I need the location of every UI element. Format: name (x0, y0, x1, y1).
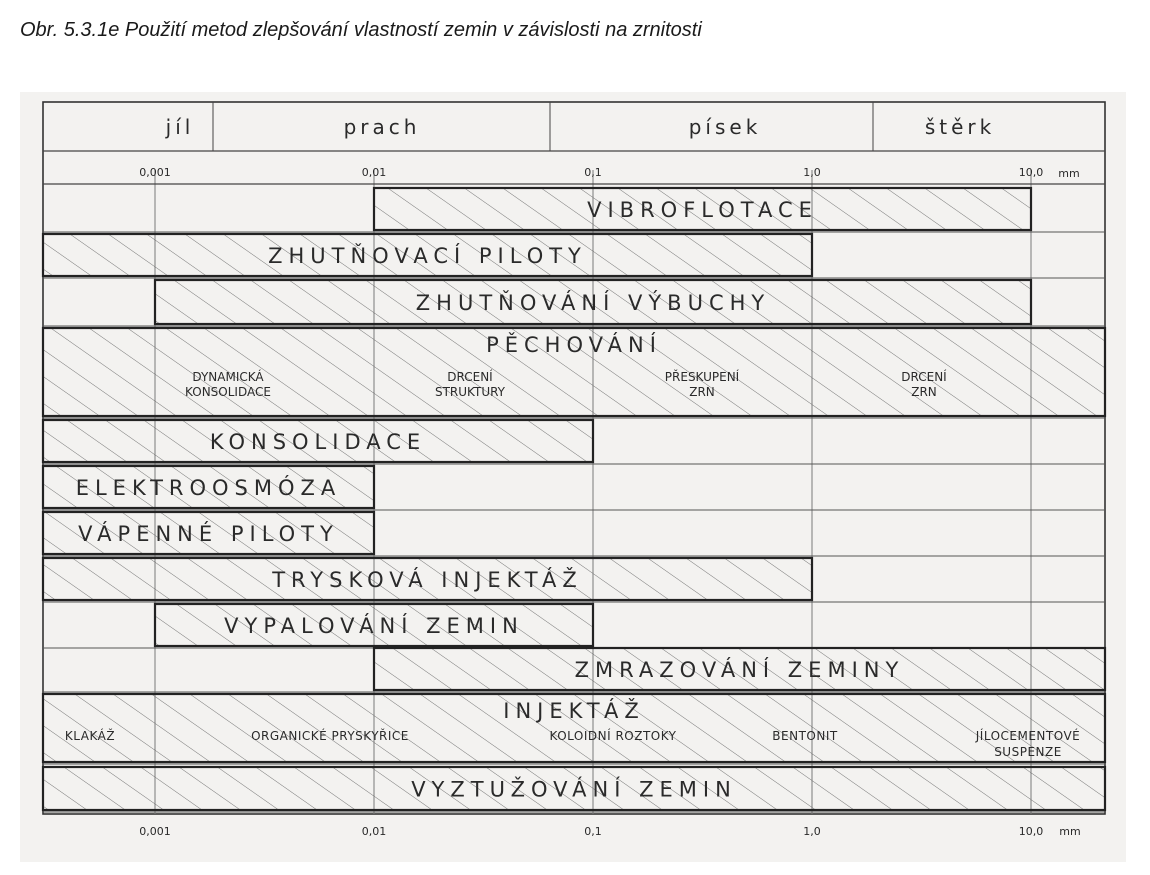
injektaz-sublabel: KOLOIDNÍ ROZTOKY (549, 729, 677, 743)
pechovani-sublabel: KONSOLIDACE (185, 385, 271, 399)
method-label: VYPALOVÁNÍ ZEMIN (224, 614, 524, 638)
diagram-sheet (20, 92, 1126, 862)
scale-unit-bottom: mm (1059, 825, 1081, 838)
pechovani-sublabel: DYNAMICKÁ (192, 370, 264, 384)
pechovani-sublabel: DRCENÍ (447, 370, 493, 384)
method-label: ZMRAZOVÁNÍ ZEMINY (574, 658, 905, 682)
fraction-label: štěrk (924, 115, 996, 139)
method-label: ZHUTŇOVÁNÍ VÝBUCHY (415, 291, 771, 315)
fraction-label: prach (343, 115, 421, 139)
method-label: VÁPENNÉ PILOTY (78, 522, 339, 546)
scale-tick-bottom: 0,01 (361, 825, 387, 838)
method-label: KONSOLIDACE (209, 430, 427, 454)
method-label: ZHUTŇOVACÍ PILOTY (268, 244, 587, 268)
pechovani-sublabel: ZRN (689, 385, 715, 399)
injektaz-sublabel: KLAKÁŽ (64, 729, 116, 743)
injektaz-sublabel: JÍLOCEMENTOVÉ (975, 729, 1081, 743)
scale-tick-top: 0,001 (139, 166, 171, 179)
figure-caption: Obr. 5.3.1e Použití metod zlepšování vlastností zemin v závislosti na zrnitosti (20, 19, 702, 41)
pechovani-sublabel: DRCENÍ (901, 370, 947, 384)
injektaz-sublabel: BENTONIT (772, 729, 838, 743)
scale-tick-top: 10,0 (1018, 166, 1044, 179)
injektaz-sublabel: SUSPENZE (994, 745, 1062, 759)
method-label: TRYSKOVÁ INJEKTÁŽ (272, 568, 583, 592)
scale-tick-bottom: 1,0 (803, 825, 821, 838)
scale-unit-top: mm (1058, 167, 1080, 180)
method-label: ELEKTROOSMÓZA (75, 476, 342, 500)
fraction-label: jíl (165, 115, 195, 139)
method-label: PĚCHOVÁNÍ (486, 333, 662, 357)
scale-tick-top: 0,01 (361, 166, 387, 179)
scale-tick-bottom: 0,001 (139, 825, 171, 838)
scale-tick-top: 1,0 (803, 166, 821, 179)
pechovani-sublabel: PŘESKUPENÍ (664, 370, 740, 384)
method-label: INJEKTÁŽ (503, 699, 645, 723)
scale-tick-bottom: 10,0 (1018, 825, 1044, 838)
pechovani-sublabel: STRUKTURY (434, 385, 506, 399)
scale-tick-top: 0,1 (584, 166, 602, 179)
grain-size-diagram (20, 92, 1126, 862)
injektaz-sublabel: ORGANICKÉ PRYSKYŘICE (251, 729, 409, 743)
method-label: VYZTUŽOVÁNÍ ZEMIN (411, 777, 737, 802)
fraction-label: písek (688, 115, 762, 139)
pechovani-sublabel: ZRN (911, 385, 937, 399)
scale-tick-bottom: 0,1 (584, 825, 602, 838)
method-label: VIBROFLOTACE (587, 198, 818, 222)
